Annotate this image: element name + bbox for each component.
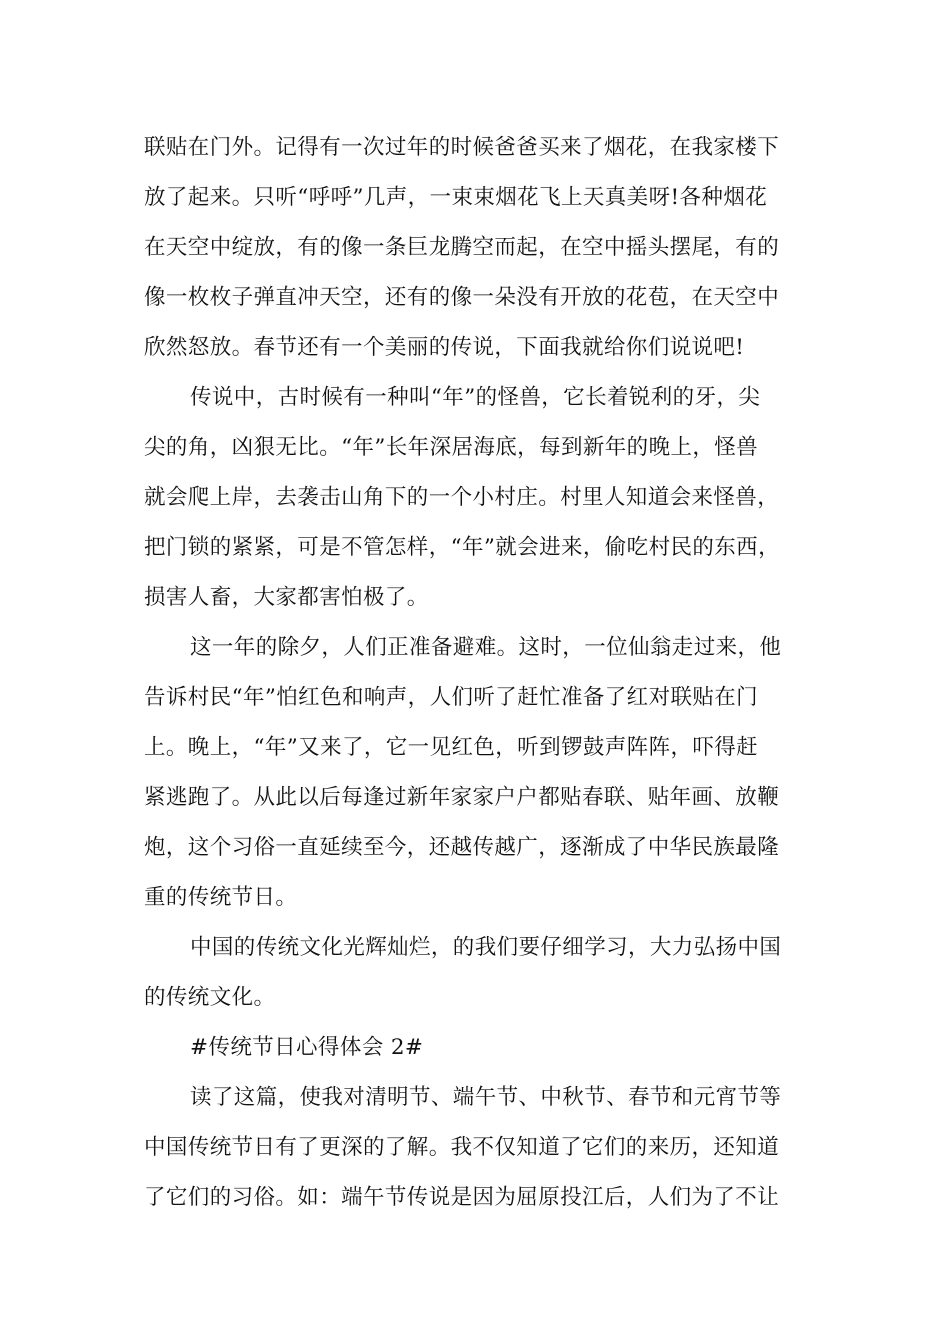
text-line: 就会爬上岸，去袭击山角下的一个小村庄。村里人知道会来怪兽， <box>144 485 780 510</box>
text-line: 在天空中绽放，有的像一条巨龙腾空而起，在空中摇头摆尾，有的 <box>144 235 780 260</box>
text-line: 上。晚上，“年”又来了，它一见红色，听到锣鼓声阵阵，吓得赶 <box>144 735 759 760</box>
text-line: 欣然怒放。春节还有一个美丽的传说，下面我就给你们说说吧! <box>144 335 745 360</box>
text-line: 炮，这个习俗一直延续至今，还越传越广，逐渐成了中华民族最隆 <box>144 835 780 860</box>
section-heading: #传统节日心得体会 2# <box>190 1035 424 1060</box>
text-line: 的传统文化。 <box>144 985 276 1010</box>
text-line: 放了起来。只听“呼呼”几声，一束束烟花飞上天真美呀!各种烟花 <box>144 185 768 210</box>
text-line: 告诉村民“年”怕红色和响声，人们听了赶忙准备了红对联贴在门 <box>144 685 759 710</box>
text-line: 读了这篇，使我对清明节、端午节、中秋节、春节和元宵节等 <box>190 1085 782 1110</box>
text-line: 把门锁的紧紧，可是不管怎样，“年”就会进来，偷吃村民的东西， <box>144 535 780 560</box>
text-line: 尖的角，凶狠无比。“年”长年深居海底，每到新年的晚上，怪兽 <box>144 435 759 460</box>
text-line: 像一枚枚子弹直冲天空，还有的像一朵没有开放的花苞，在天空中 <box>144 285 780 310</box>
text-line: 重的传统节日。 <box>144 885 298 910</box>
text-line: 中国的传统文化光辉灿烂，的我们要仔细学习，大力弘扬中国 <box>190 935 782 960</box>
text-line: 这一年的除夕，人们正准备避难。这时，一位仙翁走过来，他 <box>190 635 782 660</box>
text-line: 紧逃跑了。从此以后每逢过新年家家户户都贴春联、贴年画、放鞭 <box>144 785 780 810</box>
text-line: 联贴在门外。记得有一次过年的时候爸爸买来了烟花，在我家楼下 <box>144 135 780 160</box>
text-line: 损害人畜，大家都害怕极了。 <box>144 585 429 610</box>
text-line: 传说中，古时候有一种叫“年”的怪兽，它长着锐利的牙，尖 <box>190 385 761 410</box>
text-line: 了它们的习俗。如：端午节传说是因为屈原投江后，人们为了不让 <box>144 1185 780 1210</box>
text-line: 中国传统节日有了更深的了解。我不仅知道了它们的来历，还知道 <box>144 1135 780 1160</box>
